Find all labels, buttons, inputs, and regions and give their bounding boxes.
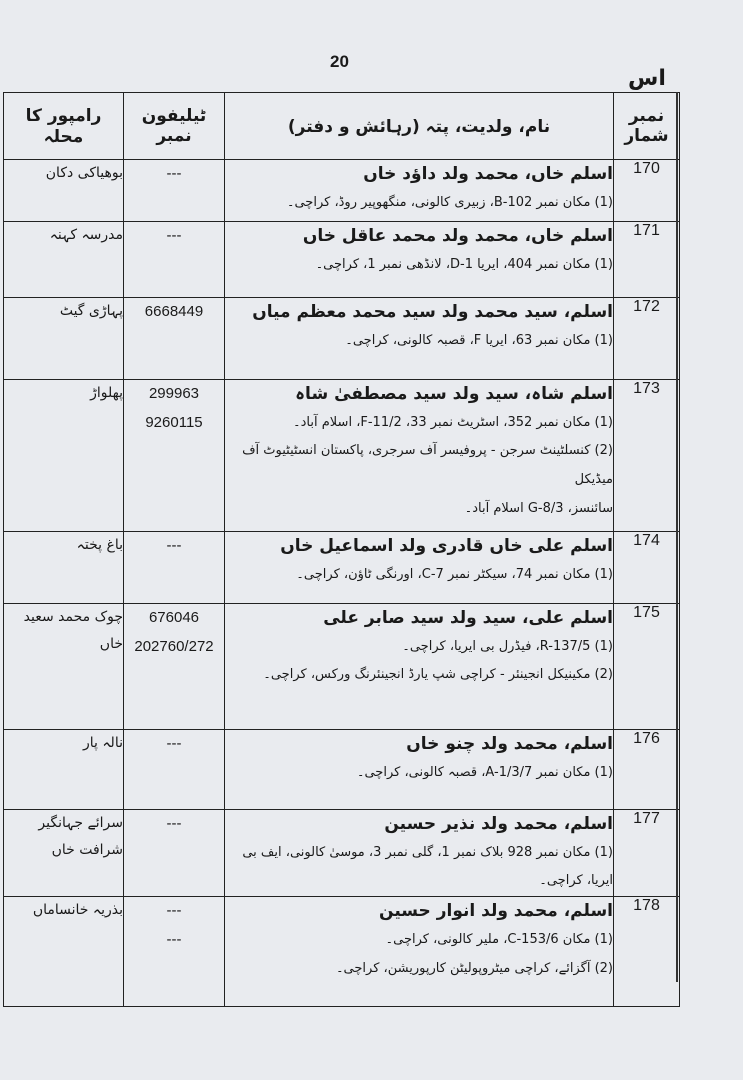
serial-number: 178 bbox=[614, 897, 680, 1007]
address-line: (1) مکان C-153/6، ملیر کالونی، کراچی۔ bbox=[385, 931, 613, 947]
name-address-cell bbox=[225, 380, 614, 532]
table-row bbox=[4, 160, 680, 222]
phone-cell bbox=[124, 730, 225, 810]
person-name: اسلم، محمد ولد چنو خاں bbox=[406, 734, 613, 754]
header-phone: ٹیلیفون نمبر bbox=[124, 93, 225, 160]
phone-cell bbox=[124, 532, 225, 604]
phone-number: 202760/272 bbox=[134, 637, 214, 655]
phone-cell bbox=[124, 897, 225, 1007]
name-address-cell bbox=[225, 897, 614, 1007]
person-name: اسلم علی خاں قادری ولد اسماعیل خاں bbox=[280, 536, 613, 556]
serial-number: 171 bbox=[614, 222, 680, 298]
serial-number: 173 bbox=[614, 380, 680, 532]
area-name: باغ پختہ bbox=[76, 537, 123, 553]
table-row bbox=[4, 222, 680, 298]
phone-number: 9260115 bbox=[145, 413, 203, 431]
serial-number: 177 bbox=[614, 810, 680, 897]
area-name: بذریہ خانساماں bbox=[32, 902, 123, 919]
table-row bbox=[4, 532, 680, 604]
person-name: اسلم، سید محمد ولد سید محمد معظم میاں bbox=[252, 302, 613, 322]
area-name: چوک محمد سعید خاں bbox=[23, 609, 123, 652]
address-line: (1) مکان نمبر 352، اسٹریٹ نمبر 33، F-11/2، اسلام آباد۔ bbox=[293, 414, 613, 430]
serial-number: 176 bbox=[614, 730, 680, 810]
header-name: نام، ولدیت، پتہ (رہائش و دفتر) bbox=[225, 93, 614, 160]
phone-number: --- bbox=[166, 930, 182, 948]
area-cell bbox=[4, 897, 124, 1007]
phone-cell bbox=[124, 298, 225, 380]
phone-cell bbox=[124, 810, 225, 897]
address-line: (1) مکان نمبر A-1/3/7، قصبہ کالونی، کراچی۔ bbox=[356, 764, 613, 780]
person-name: اسلم خاں، محمد ولد محمد عاقل خاں bbox=[302, 226, 613, 246]
area-cell bbox=[4, 160, 124, 222]
area-cell bbox=[4, 380, 124, 532]
table-row bbox=[4, 897, 680, 1007]
phone-number: --- bbox=[166, 815, 182, 832]
phone-number: --- bbox=[166, 165, 182, 182]
area-name: شرافت خاں bbox=[51, 841, 123, 858]
address-line: (1) R-137/5، فیڈرل بی ایریا، کراچی۔ bbox=[402, 638, 613, 654]
address-line: (1) مکان نمبر 404، ایریا D-1، لانڈھی نمبر 1، کراچی۔ bbox=[315, 256, 613, 272]
area-name: سرائے جہانگیر bbox=[38, 815, 123, 831]
phone-number: 676046 bbox=[148, 609, 200, 626]
area-cell bbox=[4, 298, 124, 380]
section-mark: اس bbox=[628, 66, 666, 91]
area-name: پھلواڑ bbox=[90, 385, 123, 401]
person-name: اسلم علی، سید ولد سید صابر علی bbox=[323, 608, 613, 628]
header-sno: نمبر شمار bbox=[614, 93, 680, 160]
name-address-cell bbox=[225, 298, 614, 380]
area-cell bbox=[4, 222, 124, 298]
phone-number: --- bbox=[166, 735, 182, 752]
table-row bbox=[4, 810, 680, 897]
phone-cell bbox=[124, 222, 225, 298]
phone-number: 6668449 bbox=[144, 303, 204, 320]
person-name: اسلم، محمد ولد انوار حسین bbox=[379, 901, 613, 922]
address-line: (1) مکان نمبر 74، سیکٹر نمبر C-7، اورنگی ٹاؤن، کراچی۔ bbox=[296, 566, 613, 582]
address-line: (2) کنسلٹینٹ سرجن - پروفیسر آف سرجری، پاکستان انسٹیٹیوٹ آف میڈیکل bbox=[242, 443, 613, 488]
area-cell bbox=[4, 730, 124, 810]
area-cell bbox=[4, 810, 124, 897]
address-line: (2) مکینیکل انجینئر - کراچی شپ یارڈ انجینئرنگ ورکس، کراچی۔ bbox=[263, 667, 613, 683]
phone-number: --- bbox=[166, 537, 182, 554]
page-number: 20 bbox=[330, 52, 349, 71]
person-name: اسلم خاں، محمد ولد داؤد خاں bbox=[363, 164, 613, 184]
name-address-cell bbox=[225, 160, 614, 222]
register-table bbox=[3, 92, 680, 1007]
phone-number: --- bbox=[166, 227, 182, 244]
serial-number: 175 bbox=[614, 604, 680, 730]
table-row bbox=[4, 380, 680, 532]
person-name: اسلم، محمد ولد نذیر حسین bbox=[384, 814, 613, 834]
name-address-cell bbox=[225, 532, 614, 604]
person-name: اسلم شاہ، سید ولد سید مصطفیٰ شاہ bbox=[295, 384, 613, 404]
phone-cell bbox=[124, 160, 225, 222]
address-line: (1) مکان نمبر 928 بلاک نمبر 1، گلی نمبر 3، موسیٰ کالونی، ایف بی ایریا، کراچی۔ bbox=[242, 844, 613, 889]
area-cell bbox=[4, 604, 124, 730]
name-address-cell bbox=[225, 604, 614, 730]
phone-cell bbox=[124, 604, 225, 730]
address-line: (2) آگزائے، کراچی میٹروپولیٹن کارپوریشن، کراچی۔ bbox=[335, 960, 613, 976]
area-cell bbox=[4, 532, 124, 604]
right-margin-rule bbox=[676, 92, 678, 982]
name-address-cell bbox=[225, 222, 614, 298]
header-row bbox=[4, 93, 680, 160]
address-line: سائنسز، G-8/3 اسلام آباد۔ bbox=[464, 500, 613, 516]
table-row bbox=[4, 298, 680, 380]
header-area: رامپور کا محلہ bbox=[4, 93, 124, 160]
address-line: (1) مکان نمبر 63، ایریا F، قصبہ کالونی، کراچی۔ bbox=[345, 332, 613, 348]
area-name: نالہ پار bbox=[82, 735, 123, 751]
name-address-cell bbox=[225, 810, 614, 897]
phone-number: --- bbox=[166, 902, 182, 920]
phone-number: 299963 bbox=[148, 385, 200, 402]
register-rows bbox=[4, 160, 680, 1007]
serial-number: 172 bbox=[614, 298, 680, 380]
table-row bbox=[4, 604, 680, 730]
area-name: مدرسہ کہنہ bbox=[49, 227, 123, 243]
area-name: بوھیاکی دکان bbox=[45, 165, 123, 181]
serial-number: 170 bbox=[614, 160, 680, 222]
serial-number: 174 bbox=[614, 532, 680, 604]
name-address-cell bbox=[225, 730, 614, 810]
phone-cell bbox=[124, 380, 225, 532]
area-name: پہاڑی گیٹ bbox=[59, 303, 123, 319]
table-row bbox=[4, 730, 680, 810]
address-line: (1) مکان نمبر B-102، زبیری کالونی، منگھوپیر روڈ، کراچی۔ bbox=[286, 194, 613, 210]
